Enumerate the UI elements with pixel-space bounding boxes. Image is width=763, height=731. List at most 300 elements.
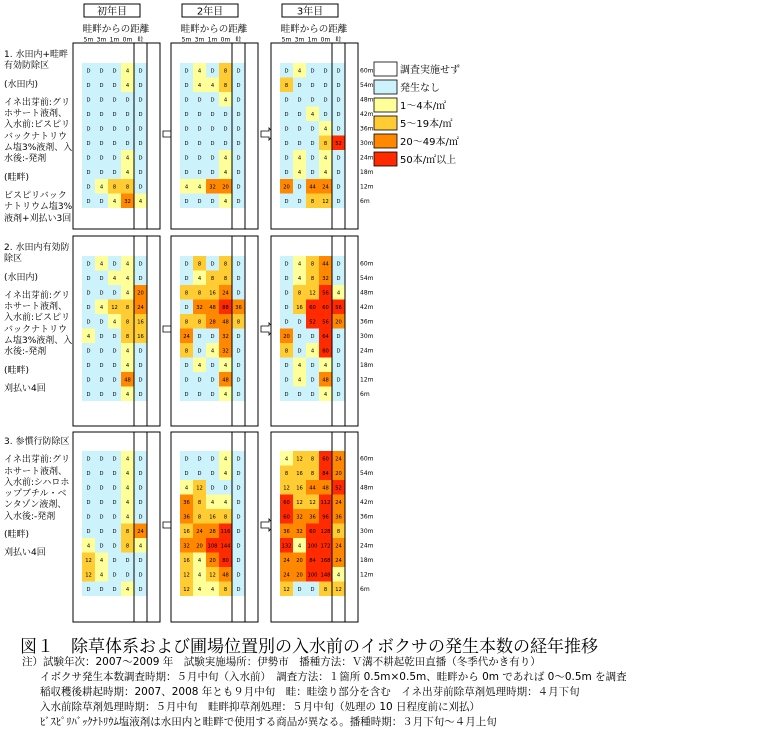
row-label: 54m — [360, 274, 374, 282]
cell-value: 8 — [125, 333, 130, 340]
cell-value: D — [86, 304, 91, 311]
row-label: 24m — [360, 542, 374, 550]
cell-value: 172 — [320, 543, 331, 550]
note-line: イボクサ発生本数調査時期：５月中旬（入水前） 調査方法：１箇所 0.5m×0.5m、畦畔から 0m であれば 0～0.5m を調査 — [40, 671, 627, 683]
cell-value: 8 — [223, 82, 228, 89]
cell-value: D — [336, 169, 341, 176]
cell-value: D — [236, 470, 241, 477]
cell-value: D — [112, 586, 117, 593]
cell-value: D — [310, 362, 315, 369]
cell-value: 8 — [310, 261, 315, 268]
cell-value: D — [197, 348, 202, 355]
cell-value: D — [297, 348, 302, 355]
cell-value: 8 — [125, 528, 130, 535]
cell-value: D — [184, 68, 189, 75]
cell-value: D — [210, 377, 215, 384]
row-label: 36m — [360, 318, 374, 326]
cell-value: 56 — [322, 319, 329, 326]
cell-value: D — [336, 275, 341, 282]
cell-value: 12 — [296, 499, 303, 506]
cell-value: D — [284, 140, 289, 147]
cell-value: D — [236, 391, 241, 398]
legend-label: 発生なし — [400, 83, 440, 94]
cell-value: D — [210, 391, 215, 398]
cell-value: 16 — [296, 304, 303, 311]
cell-value: D — [99, 470, 104, 477]
cell-value: D — [138, 155, 143, 162]
cell-value: D — [197, 470, 202, 477]
cell-value: D — [336, 362, 341, 369]
cell-value: 8 — [197, 261, 202, 268]
column-label: 畦 — [335, 36, 342, 44]
cell-value: D — [323, 68, 328, 75]
cell-value: 4 — [112, 198, 117, 205]
cell-value: 20 — [335, 319, 342, 326]
legend — [374, 62, 460, 166]
legend-swatch — [374, 80, 397, 94]
cell-value: D — [86, 198, 91, 205]
cell-value: D — [210, 362, 215, 369]
cell-value: D — [86, 470, 91, 477]
cell-value: 12 — [322, 198, 329, 205]
cell-value: 12 — [309, 499, 316, 506]
cell-value: D — [210, 333, 215, 340]
cell-value: D — [184, 169, 189, 176]
cell-value: D — [236, 362, 241, 369]
cell-value: 16 — [137, 319, 144, 326]
cell-value: 4 — [112, 319, 117, 326]
cell-value: 44 — [322, 261, 329, 268]
cell-value: D — [86, 140, 91, 147]
treatment-text: (畦畔) — [4, 530, 30, 541]
cell-value: D — [284, 362, 289, 369]
cell-value: D — [112, 169, 117, 176]
cell-value: 4 — [99, 557, 104, 564]
treatment-text: (水田内) — [4, 79, 39, 90]
cell-value: 116 — [220, 528, 231, 535]
cell-value: 4 — [223, 499, 228, 506]
cell-value: 80 — [322, 348, 329, 355]
spacer — [4, 284, 74, 291]
treatment-text: 刈払い4回 — [4, 383, 46, 394]
cell-value: D — [197, 391, 202, 398]
cell-value: 36 — [283, 528, 290, 535]
cell-value: 4 — [125, 470, 130, 477]
cell-value: 4 — [297, 155, 302, 162]
cell-value: 48 — [322, 377, 329, 384]
cell-value: 4 — [138, 198, 143, 205]
cell-value: 8 — [184, 290, 189, 297]
cell-value: D — [184, 470, 189, 477]
cell-value: 4 — [297, 169, 302, 176]
cell-value: D — [86, 348, 91, 355]
cell-value: D — [284, 97, 289, 104]
row-label: 30m — [360, 332, 374, 340]
cell-value: 4 — [223, 391, 228, 398]
row-label: 12m — [360, 571, 374, 579]
cell-value: D — [284, 275, 289, 282]
row-label: 36m — [360, 513, 374, 521]
cell-value: D — [99, 198, 104, 205]
cell-value: 12 — [283, 485, 290, 492]
cell-value: D — [336, 82, 341, 89]
cell-value: D — [99, 68, 104, 75]
row-label: 48m — [360, 96, 374, 104]
row-label: 42m — [360, 303, 374, 311]
cell-value: 20 — [283, 184, 290, 191]
cell-value: D — [138, 557, 143, 564]
cell-value: 132 — [281, 543, 292, 550]
cell-value: D — [138, 572, 143, 579]
row-label: 36m — [360, 125, 374, 133]
cell-value: D — [197, 456, 202, 463]
column-label: 0m — [320, 36, 331, 44]
cell-value: 80 — [222, 557, 229, 564]
cell-value: 24 — [283, 572, 290, 579]
cell-value: D — [310, 169, 315, 176]
cell-value: 8 — [223, 261, 228, 268]
cell-value: 4 — [125, 68, 130, 75]
treatment-text: (水田内) — [4, 272, 39, 283]
cell-value: 36 — [183, 499, 190, 506]
cell-value: D — [310, 586, 315, 593]
cell-value: D — [336, 68, 341, 75]
cell-value: 4 — [336, 572, 341, 579]
cell-value: D — [138, 391, 143, 398]
legend-swatch — [374, 134, 397, 148]
cell-value: D — [236, 377, 241, 384]
cell-value: D — [184, 155, 189, 162]
row-label: 54m — [360, 81, 374, 89]
cell-value: D — [336, 348, 341, 355]
cell-value: 8 — [310, 470, 315, 477]
cell-value: D — [297, 184, 302, 191]
cell-value: 12 — [183, 586, 190, 593]
cell-value: D — [284, 261, 289, 268]
cell-value: D — [112, 155, 117, 162]
cell-value: 16 — [137, 333, 144, 340]
row-label: 6m — [360, 390, 370, 398]
cell-value: D — [210, 68, 215, 75]
cell-value: 28 — [209, 528, 216, 535]
cell-value: D — [336, 391, 341, 398]
cell-value: D — [284, 290, 289, 297]
cell-value: D — [336, 97, 341, 104]
cell-value: D — [236, 572, 241, 579]
cell-value: 4 — [125, 82, 130, 89]
cell-value: D — [336, 377, 341, 384]
column-label: 5m — [181, 36, 192, 44]
cell-value: D — [138, 184, 143, 191]
cell-value: D — [284, 169, 289, 176]
row-label: 60m — [360, 67, 374, 75]
cell-value: 8 — [284, 82, 289, 89]
cell-value: 4 — [197, 275, 202, 282]
cell-value: D — [184, 97, 189, 104]
cell-value: D — [236, 456, 241, 463]
cell-value: D — [86, 97, 91, 104]
cell-value: 48 — [124, 377, 131, 384]
cell-value: 4 — [210, 82, 215, 89]
cell-value: D — [210, 155, 215, 162]
column-label: 畦 — [137, 36, 144, 44]
cell-value: D — [284, 126, 289, 133]
cell-value: D — [99, 499, 104, 506]
treatment-text: イネ出芽前:グリホサート液剤、入水前:シハロホップブチル・ベンタゾン液剤、入水後:-発剤 — [4, 455, 70, 522]
cell-value: 8 — [323, 586, 328, 593]
cell-value: D — [197, 333, 202, 340]
cell-value: 60 — [309, 304, 316, 311]
row-label: 6m — [360, 585, 370, 593]
cell-value: D — [223, 126, 228, 133]
cell-value: D — [138, 261, 143, 268]
cell-value: D — [210, 111, 215, 118]
cell-value: D — [99, 82, 104, 89]
cell-value: 4 — [223, 456, 228, 463]
cell-value: 4 — [323, 362, 328, 369]
cell-value: 24 — [183, 333, 190, 340]
cell-value: 4 — [323, 169, 328, 176]
column-label: 5m — [281, 36, 292, 44]
cell-value: D — [138, 499, 143, 506]
cell-value: D — [125, 126, 130, 133]
cell-value: D — [112, 68, 117, 75]
cell-value: 52 — [309, 319, 316, 326]
cell-value: D — [236, 543, 241, 550]
cell-value: D — [297, 126, 302, 133]
cell-value: 8 — [284, 348, 289, 355]
row-label: 48m — [360, 289, 374, 297]
cell-value: D — [236, 140, 241, 147]
cell-value: 8 — [297, 290, 302, 297]
cell-value: D — [99, 275, 104, 282]
cell-value: 168 — [320, 557, 331, 564]
legend-label: 50本/㎡以上 — [400, 155, 457, 166]
cell-value: D — [112, 514, 117, 521]
cell-value: D — [112, 557, 117, 564]
cell-value: 8 — [223, 514, 228, 521]
cell-value: D — [99, 528, 104, 535]
cell-value: 36 — [309, 514, 316, 521]
cell-value: D — [99, 362, 104, 369]
spacer — [4, 73, 74, 80]
cell-value: D — [184, 391, 189, 398]
cell-value: 4 — [99, 572, 104, 579]
year-header: 2年目 — [196, 6, 224, 18]
cell-value: 4 — [197, 184, 202, 191]
cell-value: 32 — [209, 184, 216, 191]
cell-value: 8 — [125, 543, 130, 550]
cell-value: 8 — [125, 304, 130, 311]
cell-value: D — [184, 377, 189, 384]
cell-value: D — [323, 97, 328, 104]
cell-value: 4 — [112, 275, 117, 282]
cell-value: D — [99, 586, 104, 593]
cell-value: 20 — [283, 333, 290, 340]
cell-value: D — [112, 111, 117, 118]
treatment-text: (畦畔) — [4, 172, 30, 183]
cell-value: 32 — [222, 333, 229, 340]
cell-value: D — [197, 140, 202, 147]
cell-value: 8 — [197, 499, 202, 506]
cell-value: D — [86, 82, 91, 89]
cell-value: D — [86, 362, 91, 369]
cell-value: 4 — [86, 543, 91, 550]
cell-value: 56 — [322, 290, 329, 297]
cell-value: D — [86, 275, 91, 282]
cell-value: D — [223, 485, 228, 492]
cell-value: D — [236, 198, 241, 205]
cell-value: D — [112, 126, 117, 133]
cell-value: 8 — [125, 184, 130, 191]
cell-value: 4 — [297, 362, 302, 369]
column-label: 3m — [194, 36, 205, 44]
cell-value: D — [184, 140, 189, 147]
cell-value: D — [336, 111, 341, 118]
row-label: 18m — [360, 168, 374, 176]
note-line: 稲収穫後耕起時期：2007、2008 年とも９月中旬 畦：畦塗り部分を含む イネ出芽前除草剤処理時期：４月下旬 — [40, 686, 580, 698]
cell-value: D — [197, 97, 202, 104]
cell-value: D — [112, 470, 117, 477]
cell-value: D — [310, 333, 315, 340]
cell-value: 32 — [296, 514, 303, 521]
cell-value: 16 — [209, 290, 216, 297]
cell-value: D — [86, 184, 91, 191]
cell-value: D — [184, 198, 189, 205]
cell-value: D — [99, 97, 104, 104]
cell-value: 4 — [125, 275, 130, 282]
cell-value: 60 — [283, 514, 290, 521]
panel-title: 3. 参慣行防除区 — [4, 437, 70, 447]
cell-value: D — [112, 290, 117, 297]
cell-value: D — [197, 155, 202, 162]
legend-swatch — [374, 116, 397, 130]
cell-value: D — [310, 126, 315, 133]
cell-value: D — [236, 111, 241, 118]
legend-label: 調査実施せず — [400, 65, 460, 76]
cell-value: D — [284, 319, 289, 326]
cell-value: 4 — [125, 586, 130, 593]
row-label: 42m — [360, 498, 374, 506]
cell-value: 4 — [323, 155, 328, 162]
cell-value: 8 — [223, 275, 228, 282]
cell-value: D — [236, 184, 241, 191]
cell-value: 48 — [209, 304, 216, 311]
cell-value: D — [112, 261, 117, 268]
cell-value: 12 — [335, 586, 342, 593]
cell-value: 60 — [322, 304, 329, 311]
legend-label: 5～19本/㎡ — [400, 119, 453, 130]
spacer — [4, 184, 74, 191]
row-label: 24m — [360, 347, 374, 355]
cell-value: 12 — [183, 572, 190, 579]
cell-value: 4 — [125, 362, 130, 369]
cell-value: 4 — [210, 348, 215, 355]
cell-value: 4 — [125, 499, 130, 506]
cell-value: D — [86, 126, 91, 133]
cell-value: D — [210, 470, 215, 477]
cell-value: 32 — [124, 198, 131, 205]
note-line: 注）試験年次：2007～2009 年 試験実施場所：伊勢市 播種方法：Ｖ溝不耕起乾田直播（冬季代かき有り） — [22, 656, 541, 668]
cell-value: 4 — [284, 456, 289, 463]
cell-value: 12 — [296, 456, 303, 463]
column-label: 3m — [96, 36, 107, 44]
cell-value: 4 — [125, 261, 130, 268]
cell-value: 44 — [309, 485, 316, 492]
cell-value: D — [138, 377, 143, 384]
cell-value: D — [297, 97, 302, 104]
cell-value: D — [336, 155, 341, 162]
cell-value: D — [99, 290, 104, 297]
cell-value: D — [86, 528, 91, 535]
cell-value: 16 — [183, 557, 190, 564]
cell-value: 36 — [335, 514, 342, 521]
cell-value: D — [210, 261, 215, 268]
cell-value: 8 — [323, 140, 328, 147]
cell-value: D — [310, 68, 315, 75]
cell-value: D — [184, 261, 189, 268]
cell-value: D — [184, 111, 189, 118]
column-label: 0m — [122, 36, 133, 44]
row-label: 54m — [360, 469, 374, 477]
cell-value: D — [236, 82, 241, 89]
cell-value: 24 — [283, 557, 290, 564]
cell-value: D — [86, 290, 91, 297]
treatment-text: イネ出芽前:グリホサート液剤、入水前:ビスピリバックナトリウム塩3%液剤、入水後:-発剤 — [4, 97, 73, 165]
cell-value: D — [184, 362, 189, 369]
cell-value: 24 — [335, 543, 342, 550]
cell-value: 12 — [85, 557, 92, 564]
cell-value: D — [86, 456, 91, 463]
cell-value: D — [184, 304, 189, 311]
cell-value: D — [297, 319, 302, 326]
cell-value: 52 — [335, 140, 342, 147]
cell-value: D — [112, 543, 117, 550]
cell-value: D — [284, 198, 289, 205]
cell-value: 16 — [296, 485, 303, 492]
cell-value: D — [284, 304, 289, 311]
cell-value: 16 — [183, 528, 190, 535]
cell-value: 4 — [323, 391, 328, 398]
cell-value: D — [184, 126, 189, 133]
cell-value: 8 — [125, 319, 130, 326]
spacer — [4, 166, 74, 173]
row-label: 18m — [360, 361, 374, 369]
panel-title: 2. 水田内有効防除区 — [4, 243, 70, 265]
cell-value: 112 — [320, 499, 331, 506]
cell-value: 4 — [197, 572, 202, 579]
cell-value: 84 — [322, 470, 329, 477]
cell-value: 56 — [335, 304, 342, 311]
cell-value: D — [99, 514, 104, 521]
cell-value: D — [310, 391, 315, 398]
cell-value: 12 — [309, 290, 316, 297]
column-label: 5m — [83, 36, 94, 44]
cell-value: 4 — [125, 290, 130, 297]
cell-value: D — [138, 514, 143, 521]
cell-value: 48 — [222, 319, 229, 326]
cell-value: D — [236, 348, 241, 355]
cell-value: D — [86, 391, 91, 398]
cell-value: D — [112, 377, 117, 384]
cell-value: 4 — [210, 499, 215, 506]
cell-value: D — [236, 499, 241, 506]
cell-value: D — [86, 261, 91, 268]
cell-value: 4 — [197, 362, 202, 369]
cell-value: D — [236, 528, 241, 535]
row-label: 30m — [360, 527, 374, 535]
cell-value: D — [210, 97, 215, 104]
